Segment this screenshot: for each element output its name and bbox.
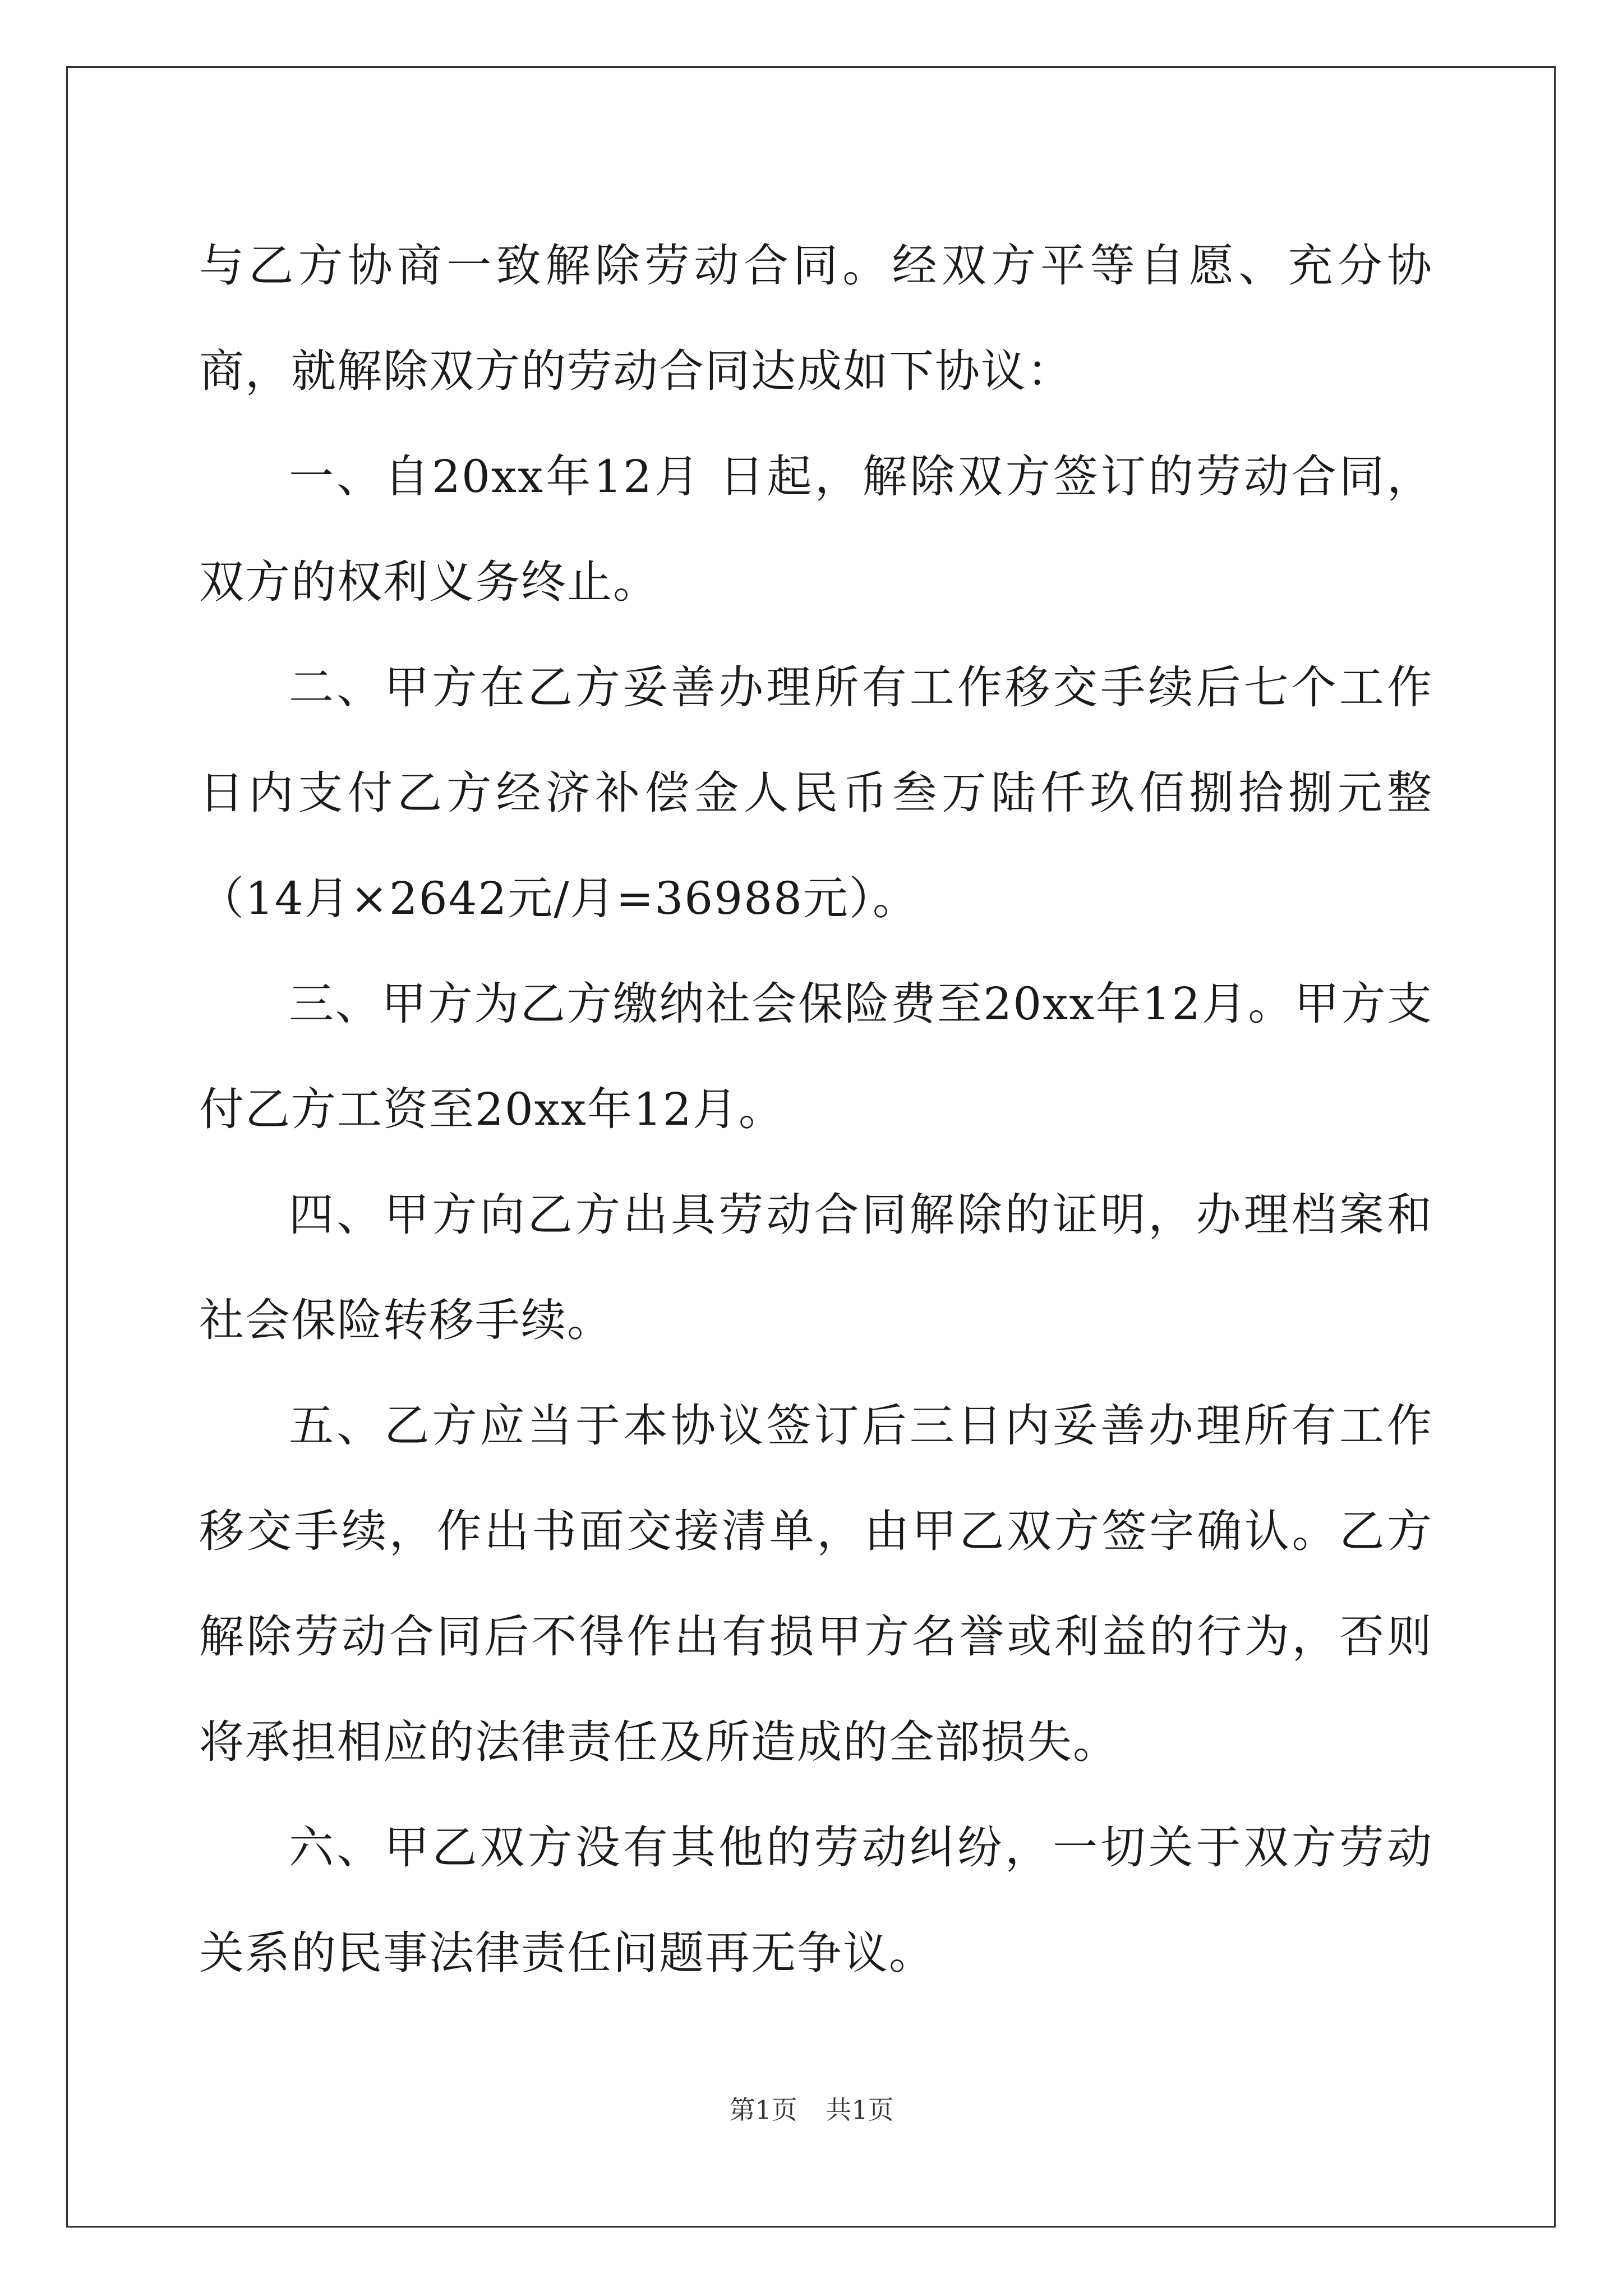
page-number: 第1页	[729, 2095, 797, 2125]
paragraph-clause-2: 二、甲方在乙方妥善办理所有工作移交手续后七个工作日内支付乙方经济补偿金人民币叁万陆仟玖佰捌拾捌元整（14月×2642元/月=36988元）。	[199, 661, 1433, 924]
paragraph-intro: 与乙方协商一致解除劳动合同。经双方平等自愿、充分协商，就解除双方的劳动合同达成如下协议：	[199, 240, 1433, 397]
paragraph-clause-5: 五、乙方应当于本协议签订后三日内妥善办理所有工作移交手续，作出书面交接清单，由甲乙双方签字确认。乙方解除劳动合同后不得作出有损甲方名誉或利益的行为，否则将承担相应的法律责任及所造成的全部损失。	[199, 1400, 1433, 1768]
page-total: 共1页	[826, 2095, 894, 2125]
paragraph-clause-4: 四、甲方向乙方出具劳动合同解除的证明，办理档案和社会保险转移手续。	[199, 1189, 1433, 1346]
document-body	[199, 213, 1433, 2006]
paragraph-clause-3: 三、甲方为乙方缴纳社会保险费至20xx年12月。甲方支付乙方工资至20xx年12月。	[199, 978, 1433, 1135]
page-footer	[0, 2090, 1623, 2127]
paragraph-clause-1: 一、自20xx年12月 日起，解除双方签订的劳动合同，双方的权利义务终止。	[199, 450, 1433, 608]
paragraph-clause-6: 六、甲乙双方没有其他的劳动纠纷，一切关于双方劳动关系的民事法律责任问题再无争议。	[199, 1821, 1433, 1979]
